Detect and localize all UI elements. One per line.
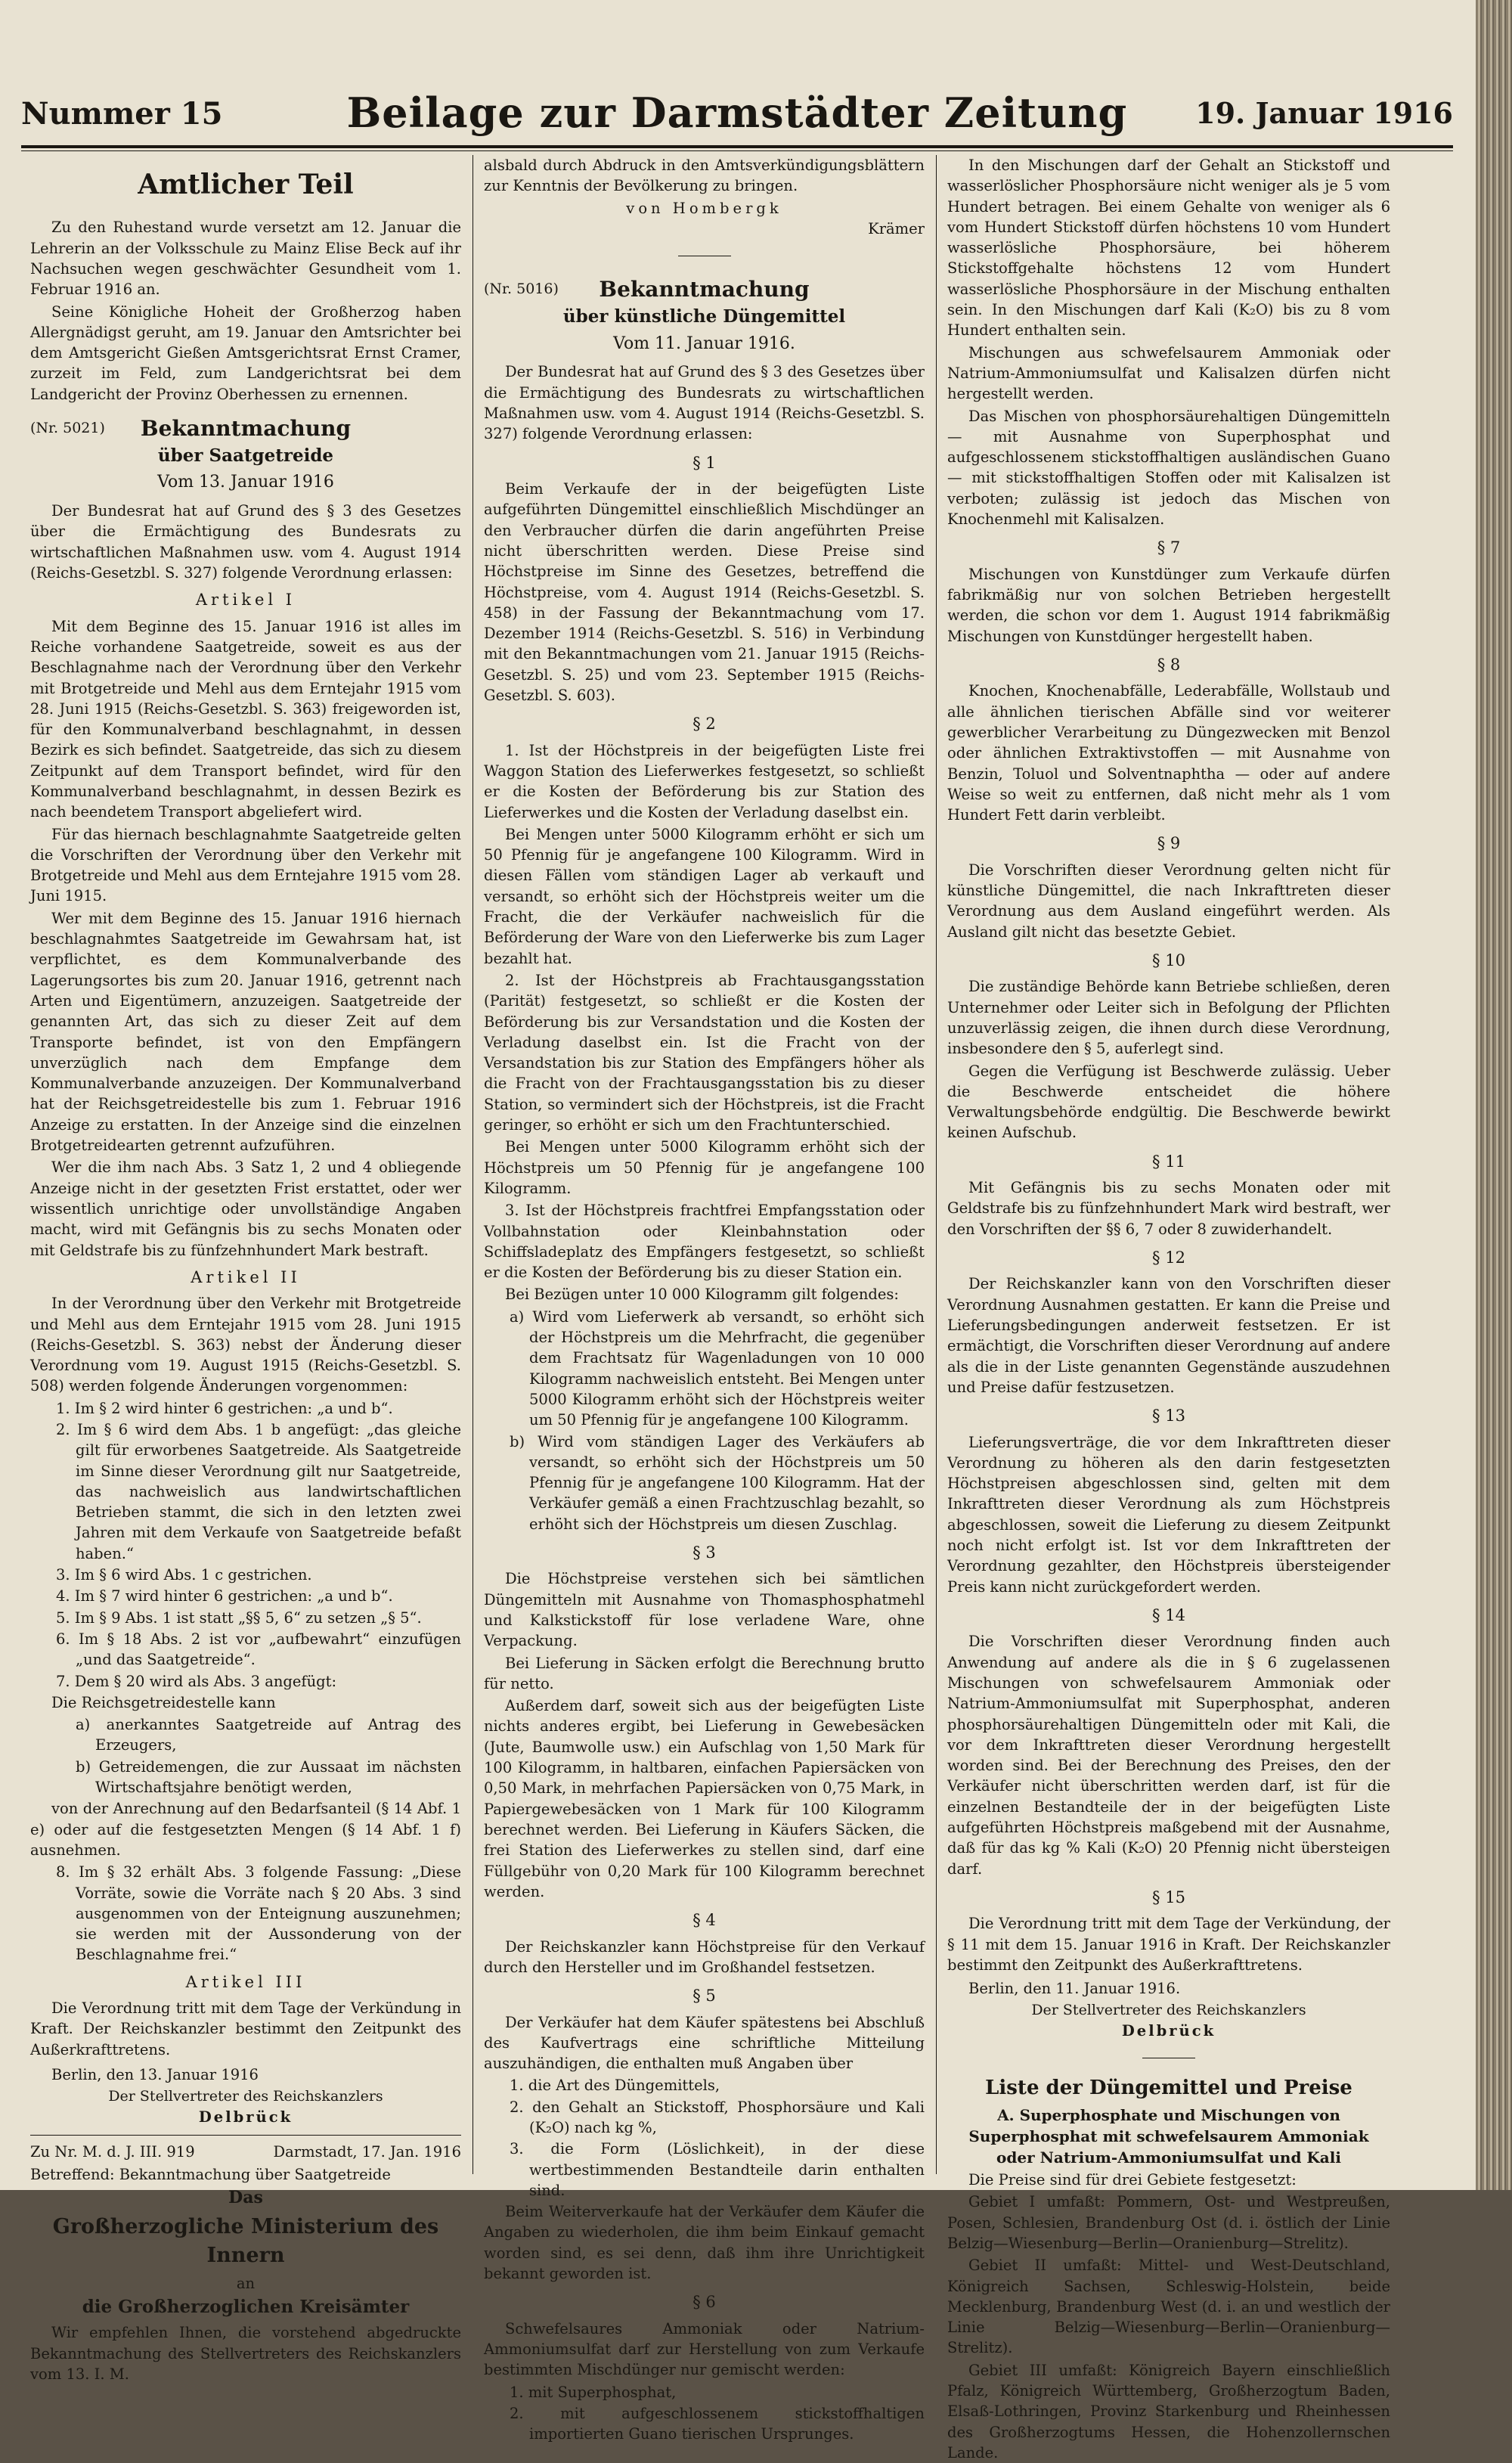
paragraph: Wir empfehlen Ihnen, die vorstehend abgedruckte Bekanntmachung des Stellvertreters des Reichskanzlers vom 13. I. M. <box>30 2324 461 2383</box>
section-number: § 6 <box>692 2293 716 2312</box>
region-1: Gebiet I umfaßt: Pommern, Ost- und Westpreußen, Posen, Schlesien, Brandenburg Ost (d. i. östlich der Linie Belzig—Wiesenburg—Berlin—Oranienburg—Strelitz). <box>947 2193 1390 2252</box>
paragraph: Beim Weiterverkaufe hat der Verkäufer dem Käufer die Angaben zu wiederholen, die ihm beim Einkauf gemacht worden sind, es sei denn, daß ihm ihre Unrichtigkeit bekannt geworden ist. <box>484 2203 925 2283</box>
column-2 <box>484 155 925 2443</box>
announcement-title: Bekanntmachung <box>599 277 810 302</box>
signature-name: Delbrück <box>198 2108 293 2126</box>
section-number: § 13 <box>1152 1407 1185 1425</box>
paragraph: Die Höchstpreise verstehen sich bei sämtlichen Düngemitteln mit Ausnahme von Thomasphosphatmehl und Kalkstickstoff für lose verladene Ware, ohne Verpackung. <box>484 1570 925 1650</box>
reference-number: Zu Nr. M. d. J. III. 919 <box>30 2143 195 2161</box>
divider <box>484 245 925 265</box>
sub-list <box>30 1714 461 1798</box>
column-1 <box>30 155 461 2383</box>
list-item: 6. Im § 18 Abs. 2 ist vor „aufbewahrt“ einzufügen „und das Saatgetreide“. <box>56 1630 461 1669</box>
article-heading: Artikel III <box>185 1972 306 1991</box>
amendment-list <box>30 1398 461 1692</box>
signature-name: Delbrück <box>1121 2022 1216 2040</box>
place-date: Berlin, den 11. Januar 1916. <box>968 1980 1181 1998</box>
section-number: § 2 <box>692 715 716 734</box>
paragraph: Die Verordnung tritt mit dem Tage der Verkündung in Kraft. Der Reichskanzler bestimmt den Zeitpunkt des Außerkrafttretens. <box>30 1999 461 2058</box>
paragraph: Bei Mengen unter 5000 Kilogramm erhöht er sich um 50 Pfennig für je angefangene 100 Kilogramm. Wird in diesen Fällen vom ständigen Lager ab verkauft und versandt, so erhöht sich der Höchstpreis weiter um die Fracht, die der Verkäufer nachweislich für die Beförderung der Ware von den Lieferwerke bis zum Lager bezahlt hat. <box>484 825 925 967</box>
section-number: § 9 <box>1157 834 1181 853</box>
paragraph: Bei Mengen unter 5000 Kilogramm erhöht sich der Höchstpreis um 50 Pfennig für je angefangene 100 Kilogramm. <box>484 1138 925 1197</box>
section-title: Amtlicher Teil <box>138 169 354 200</box>
list-item: 4. Im § 7 wird hinter 6 gestrichen: „a und b“. <box>56 1587 393 1605</box>
paragraph: Beim Verkaufe der in der beigefügten Liste aufgeführten Düngemittel einschließlich Mischdünger an den Verbraucher dürfen die darin angeführten Preise nicht überschritten werden. Diese Preise sind Höchstpreise im Sinne des Gesetzes, betreffend die Höchstpreise, vom 4. August 1914 (Reichs-Gesetzbl. S. 458) in der Fassung der Bekanntmachung vom 17. Dezember 1914 (Reichs-Gesetzbl. S. 516) in Verbindung mit den Bekanntmachungen vom 21. Januar 1915 (Reichs-Gesetzbl. S. 25) und vom 23. September 1915 (Reichs-Gesetzbl. S. 603). <box>484 480 925 705</box>
list-item: 2. Im § 6 wird dem Abs. 1 b angefügt: „das gleiche gilt für erworbenes Saatgetreide. Als Saatgetreide im Sinne dieser Verordnung gilt nur Saatgetreide, das nachweislich aus landwirtschaftlichen Betrieben stammt, die sich in den letzten zwei Jahren mit dem Verkaufe von Saatgetreide befaßt haben.“ <box>56 1421 461 1562</box>
divider <box>947 2047 1390 2067</box>
issue-number: Nummer 15 <box>21 96 223 132</box>
reference-date: Darmstadt, 17. Jan. 1916 <box>273 2143 461 2161</box>
announcement-date: Vom 11. Januar 1916. <box>613 333 795 353</box>
paragraph: Lieferungsverträge, die vor dem Inkrafttreten dieser Verordnung zu höheren als den darin festgesetzten Höchstpreisen abgeschlossen sind, gelten mit dem Inkrafttreten dieser Verordnung als zum Höchstpreis abgeschlossen, soweit die Lieferung zu diesem Zeitpunkt noch nicht erfolgt ist. Ist vor dem Inkrafttreten der Verordnung gezahlter, den Höchstpreis übersteigender Preis kann nicht zurückgefordert werden. <box>947 1433 1390 1596</box>
region-3: Gebiet III umfaßt: Königreich Bayern einschließlich Pfalz, Königreich Württemberg, Großherzogtum Baden, Elsaß-Lothringen, Provinz Starkenburg und Rheinhessen des Großherzogtums Hessen, die Hohenzollernschen Lande. <box>947 2361 1390 2461</box>
condition-list <box>484 1307 925 1534</box>
reference-subject: Betreffend: Bekanntmachung über Saatgetreide <box>30 2166 391 2184</box>
list-item: 3. Im § 6 wird Abs. 1 c gestrichen. <box>56 1566 312 1584</box>
paragraph: Gegen die Verfügung ist Beschwerde zulässig. Ueber die Beschwerde entscheidet die höhere Verwaltungsbehörde endgültig. Die Beschwerde bewirkt keinen Aufschub. <box>947 1062 1390 1142</box>
section-number: § 10 <box>1152 951 1185 969</box>
list-item: 1. mit Superphosphat, <box>510 2383 677 2401</box>
mixture-list <box>484 2382 925 2445</box>
list-item: 2. den Gehalt an Stickstoff, Phosphorsäure und Kali (K₂O) nach kg %, <box>510 2098 925 2136</box>
section-number: § 12 <box>1152 1249 1185 1267</box>
paragraph: Das Mischen von phosphorsäurehaltigen Düngemitteln — mit Ausnahme von Superphosphat und aufgeschlossenem stickstoffhaltigen ausländischen Guano — mit stickstoffhaltigen Stoffen oder mit Kalisalzen ist verboten; zulässig ist jedoch das Mischen von Knochenmehl mit Kalisalzen. <box>947 407 1390 529</box>
announcement-subtitle: über Saatgetreide <box>157 445 334 467</box>
announcement-heading <box>30 414 461 441</box>
paragraph: Die Reichsgetreidestelle kann <box>51 1693 276 1711</box>
list-item: b) Wird vom ständigen Lager des Verkäufers ab versandt, so erhöht sich der Höchstpreis um 50 Pfennig für je angefangene 100 Kilogramm. Hat der Verkäufer gemäß a einen Frachtzuschlag bezahlt, so erhöht sich der Höchstpreis um diesen Zuschlag. <box>510 1432 925 1533</box>
announcement-subtitle: über künstliche Düngemittel <box>562 306 846 327</box>
announcement-date: Vom 13. Januar 1916 <box>157 473 334 492</box>
column-3 <box>947 155 1390 2461</box>
section-number: § 1 <box>692 453 716 472</box>
list-item: 8. Im § 32 erhält Abs. 3 folgende Fassung: „Diese Vorräte, sowie die Vorräte nach § 20 Abs. 3 sind ausgenommen von der Enteignung auszunehmen; sie werden mit der Aussonderung von der Beschlagnahme frei.“ <box>56 1863 461 1964</box>
price-list-title: Liste der Düngemittel und Preise <box>985 2076 1352 2099</box>
paragraph: Der Verkäufer hat dem Käufer spätestens bei Abschluß des Kaufvertrags eine schriftliche Mitteilung auszuhändigen, die enthalten muß Angaben über <box>484 2013 925 2073</box>
column-divider <box>472 155 473 2174</box>
paragraph: Bei Bezügen unter 10 000 Kilogramm gilt folgendes: <box>505 1286 899 1304</box>
paragraph: 2. Ist der Höchstpreis ab Frachtausgangsstation (Parität) festgesetzt, so schließt er die Kosten der Beförderung bis zur Versandstation und die Kosten der Verladung daselbst ein. Ist die Fracht von der Versandstation bis zur Station des Empfängers höher als die Fracht von der Frachtausgangsstation bis zu dieser Station, so vermindert sich der Höchstpreis, ist die Fracht geringer, so erhöht er sich um den Frachtunterschied. <box>484 971 925 1134</box>
announcement-heading <box>484 275 925 302</box>
masthead-rule-thick <box>21 145 1453 148</box>
section-number: § 15 <box>1152 1888 1185 1906</box>
paragraph: Außerdem darf, soweit sich aus der beigefügten Liste nichts anderes ergibt, bei Lieferung in Gewebesäcken (Jute, Baumwolle usw.) ein Aufschlag von 1,50 Mark für 100 Kilogramm, in haltbaren, einfachen Papiersäcken von 0,50 Mark, in mehrfachen Papiersäcken von 0,75 Mark, in Papiergewebesäcken von 1 Mark für 100 Kilogramm berechnet werden. Bei Lieferung in Käufers Säcken, die frei Station des Lieferwerkes zu stellen sind, darf eine Füllgebühr von 0,20 Mark für 100 Kilogramm berechnet werden. <box>484 1697 925 1900</box>
paragraph: Wer mit dem Beginne des 15. Januar 1916 hiernach beschlagnahmtes Saatgetreide im Gewahrsam hat, ist verpflichtet, es dem Kommunalverbande des Lagerungsortes bis zum 20. Januar 1916, getrennt nach Arten und Eigentümern, anzuzeigen. Saatgetreide der genannten Art, das sich zu dieser Zeit auf dem Transporte befindet, ist von den Empfängern unverzüglich nach dem Empfange dem Kommunalverbande anzuzeigen. Der Kommunalverband hat der Reichsgetreidestelle bis zum 1. Februar 1916 Anzeige zu erstatten. In der Anzeige sind die einzelnen Brotgetreidearten getrennt aufzuführen. <box>30 909 461 1155</box>
list-item: b) Getreidemengen, die zur Aussaat im nächsten Wirtschaftsjahre benötigt werden, <box>76 1757 461 1797</box>
paragraph: Wer die ihm nach Abs. 3 Satz 1, 2 und 4 obliegende Anzeige nicht in der gesetzten Frist erstattet, oder wer wissentlich unrichtige oder unvollständige Angaben macht, wird mit Gefängnis bis zu sechs Monaten oder mit Geldstrafe bis zu fünfzehnhundert Mark bestraft. <box>30 1159 461 1259</box>
list-item: 1. die Art des Düngemittels, <box>510 2077 720 2095</box>
issue-date: 19. Januar 1916 <box>1195 96 1453 130</box>
article-heading: Artikel I <box>195 591 296 610</box>
place-date: Berlin, den 13. Januar 1916 <box>51 2066 259 2083</box>
paragraph: Mischungen von Kunstdünger zum Verkaufe dürfen fabrikmäßig nur von solchen Betrieben hergestellt werden, die schon vor dem 1. August 1914 fabrikmäßig Mischungen von Kunstdünger hergestellt haben. <box>947 565 1390 645</box>
paragraph: Die Preise sind für drei Gebiete festgesetzt: <box>968 2171 1297 2189</box>
article-heading: Artikel II <box>191 1267 301 1286</box>
section-number: § 3 <box>692 1543 716 1562</box>
paragraph: Der Bundesrat hat auf Grund des § 3 des Gesetzes über die Ermächtigung des Bundesrats zu wirtschaftlichen Maßnahmen usw. vom 4. August 1914 (Reichs-Gesetzbl. S. 327) folgende Verordnung erlassen: <box>484 363 925 443</box>
page-edge-stack <box>1476 0 1512 2190</box>
list-item: 2. mit aufgeschlossenem stickstoffhaltigen importierten Guano tierischen Ursprunges. <box>510 2404 925 2443</box>
price-list-section-a: A. Superphosphate und Mischungen von Superphosphat mit schwefelsaurem Ammoniak oder Natrium-Ammoniumsulfat und Kali <box>968 2106 1369 2167</box>
paragraph: Knochen, Knochenabfälle, Lederabfälle, Wollstaub und alle ähnlichen tierischen Abfälle sind vor weiterer gewerblicher Verarbeitung zu Düngezwecken mit Benzol oder ähnlichen Extraktivstoffen — mit Ausnahme von Benzin, Toluol und Solventnaphtha — oder auf andere Weise so weit zu entfernen, daß nicht mehr als 1 vom Hundert Fett darin verbleibt. <box>947 682 1390 824</box>
reference-an: an <box>236 2274 256 2292</box>
list-item: 7. Dem § 20 wird als Abs. 3 angefügt: <box>56 1672 337 1690</box>
list-item: a) anerkanntes Saatgetreide auf Antrag des Erzeugers, <box>76 1716 461 1754</box>
masthead <box>21 88 1453 140</box>
paragraph: Mit dem Beginne des 15. Januar 1916 ist alles im Reiche vorhandene Saatgetreide, soweit es aus der Beschlagnahme nach der Verordnung über den Verkehr mit Brotgetreide und Mehl aus dem Erntejahr 1915 vom 28. Juni 1915 (Reichs-Gesetzbl. S. 363) freigeworden ist, für den Kommunalverband beschlagnahmt, in dessen Bezirk es sich befindet. Saatgetreide, das sich zu diesem Zeitpunkt auf dem Transport befindet, wird für den Kommunalverband beschlagnahmt, in dessen Bezirk es nach beendetem Transport abgeliefert wird. <box>30 617 461 821</box>
section-number: § 5 <box>692 1987 716 2005</box>
newspaper-title: Beilage zur Darmstädter Zeitung <box>346 88 1128 137</box>
signature-title: Der Stellvertreter des Reichskanzlers <box>108 2088 383 2105</box>
section-number: § 4 <box>692 1911 716 1930</box>
paragraph: Mischungen aus schwefelsaurem Ammoniak oder Natrium-Ammoniumsulfat und Kalisalzen dürfen nicht hergestellt werden. <box>947 343 1390 403</box>
paragraph: Der Reichskanzler kann Höchstpreise für den Verkauf durch den Hersteller und im Großhandel festsetzen. <box>484 1937 925 1976</box>
announcement-number: (Nr. 5021) <box>30 420 105 437</box>
masthead-rule-thin <box>21 150 1453 151</box>
signature-name: von Hombergk <box>626 199 782 217</box>
section-number: § 14 <box>1152 1605 1185 1624</box>
reference-das: Das <box>228 2188 263 2208</box>
paragraph: Die Vorschriften dieser Verordnung finden auch Anwendung auf andere als die in § 6 zugelassenen Mischungen von schwefelsaurem Ammoniak oder Natrium-Ammoniumsulfat mit Superphosphat, anderen phosphorsäurehaltigen Düngemitteln oder mit Kali, die vor dem Inkrafttreten dieser Verordnung hergestellt worden sind. Bei der Berechnung des Preises, den der Verkäufer nicht überschritten werden darf, ist für die einzelnen Bestandteile der in der beigefügten Liste aufgeführten Höchstpreis maßgebend mit der Ausnahme, daß für das kg % Kali (K₂O) 20 Pfennig nicht übersteigen darf. <box>947 1633 1390 1878</box>
signature-title: Der Stellvertreter des Reichskanzlers <box>1031 2002 1306 2019</box>
paragraph: In der Verordnung über den Verkehr mit Brotgetreide und Mehl aus dem Erntejahr 1915 vom 28. Juni 1915 (Reichs-Gesetzbl. S. 363) nebst der Änderung dieser Verordnung vom 19. August 1915 (Reichs-Gesetzbl. S. 508) werden folgende Änderungen vorgenommen: <box>30 1295 461 1395</box>
paragraph: Die Vorschriften dieser Verordnung gelten nicht für künstliche Düngemittel, die nach Inkrafttreten dieser Verordnung aus dem Ausland eingeführt werden. Als Ausland gilt nicht das besetzte Gebiet. <box>947 861 1390 941</box>
divider <box>30 2135 461 2136</box>
paragraph: Die Verordnung tritt mit dem Tage der Verkündung, der § 11 mit dem 15. Januar 1916 in Kraft. Der Reichskanzler bestimmt den Zeitpunkt des Außerkrafttretens. <box>947 1915 1390 1974</box>
paragraph: Der Reichskanzler kann von den Vorschriften dieser Verordnung Ausnahmen gestatten. Er kann die Preise und Lieferungsbedingungen anderweit festsetzen. Er ist ermächtigt, die Vorschriften dieser Verordnung auf andere als die in der Liste genannten Gegenstände auszudehnen und Preise dafür festzusetzen. <box>947 1275 1390 1396</box>
list-item: a) Wird vom Lieferwerk ab versandt, so erhöht sich der Höchstpreis um die Mehrfracht, die gegenüber dem Frachtsatz für Wagenladungen von 10 000 Kilogramm nachweislich entsteht. Bei Mengen unter 5000 Kilogramm erhöht sich der Höchstpreis weiter um 50 Pfennig für je angefangene 100 Kilogramm. <box>510 1307 925 1429</box>
recipient: die Großherzoglichen Kreisämter <box>82 2297 410 2318</box>
requirement-list <box>484 2075 925 2201</box>
paragraph: Bei Lieferung in Säcken erfolgt die Berechnung brutto für netto. <box>484 1654 925 1692</box>
paragraph: von der Anrechnung auf den Bedarfsanteil (§ 14 Abf. 1 e) oder auf die festgesetzten Mengen (§ 14 Abf. 1 f) ausnehmen. <box>30 1800 461 1859</box>
amendment-list <box>30 1862 461 1965</box>
section-number: § 8 <box>1157 655 1181 674</box>
paragraph: Der Bundesrat hat auf Grund des § 3 des Gesetzes über die Ermächtigung des Bundesrats zu wirtschaftlichen Maßnahmen usw. vom 4. August 1914 (Reichs-Gesetzbl. S. 327) folgende Verordnung erlassen: <box>30 502 461 582</box>
section-number: § 11 <box>1152 1152 1185 1171</box>
paragraph: Für das hiernach beschlagnahmte Saatgetreide gelten die Vorschriften der Verordnung über den Verkehr mit Brotgetreide und Mehl aus dem Erntejahre 1915 vom 28. Juni 1915. <box>30 825 461 905</box>
section-number: § 7 <box>1157 538 1181 557</box>
paragraph: In den Mischungen darf der Gehalt an Stickstoff und wasserlöslicher Phosphorsäure nicht weniger als je 5 vom Hundert betragen. Bei einem Gehalte von weniger als 6 vom Hundert Stickstoff dürfen höchstens 10 vom Hundert wasserlösliche Phosphorsäure, bei höherem Stickstoffgehalte höchstens 12 vom Hundert wasserlösliche Phosphorsäure in der Mischung enthalten sein. In den Mischungen darf Kali (K₂O) bis zu 8 vom Hundert enthalten sein. <box>947 157 1390 340</box>
list-item: 5. Im § 9 Abs. 1 ist statt „§§ 5, 6“ zu setzen „§ 5“. <box>56 1608 422 1627</box>
paragraph: 3. Ist der Höchstpreis frachtfrei Empfangsstation oder Vollbahnstation oder Kleinbahnstation oder Schiffsladeplatz des Empfängers festgesetzt, so schließt er die Kosten der Beförderung bis zu dieser Station ein. <box>484 1202 925 1282</box>
signature-name: Krämer <box>868 219 925 237</box>
column-divider <box>936 155 937 2174</box>
paragraph: alsbald durch Abdruck in den Amtsverkündigungsblättern zur Kenntnis der Bevölkerung zu bringen. <box>484 157 925 195</box>
list-item: 3. die Form (Löslichkeit), in der diese wertbestimmenden Bestandteile darin enthalten sind. <box>510 2140 925 2199</box>
paragraph: 1. Ist der Höchstpreis in der beigefügten Liste frei Waggon Station des Lieferwerkes festgesetzt, so schließt er die Kosten der Beförderung bis zur Station des Lieferwerkes und die Kosten der Verladung daselbst ein. <box>484 741 925 821</box>
paragraph: Schwefelsaures Ammoniak oder Natrium-Ammoniumsulfat darf zur Herstellung von zum Verkaufe bestimmten Mischdünger nur gemischt werden: <box>484 2319 925 2379</box>
list-item: 1. Im § 2 wird hinter 6 gestrichen: „a und b“. <box>56 1399 393 1417</box>
paragraph: Die zuständige Behörde kann Betriebe schließen, deren Unternehmer oder Leiter sich in Befolgung der Pflichten unzuverlässig zeigen, die ihnen durch diese Verordnung, insbesondere den § 5, auferlegt sind. <box>947 978 1390 1058</box>
notice-paragraph: Zu den Ruhestand wurde versetzt am 12. Januar die Lehrerin an der Volksschule zu Mainz Elise Beck auf ihr Nachsuchen wegen geschwächter Gesundheit vom 1. Februar 1916 an. <box>30 219 461 299</box>
ministry-name: Großherzogliche Ministerium des Innern <box>52 2215 439 2268</box>
region-2: Gebiet II umfaßt: Mittel- und West-Deutschland, Königreich Sachsen, Schleswig-Holstein, beide Mecklenburg, Brandenburg West (d. i. an und westlich der Linie Belzig—Wiesenburg—Berlin—Oranienburg—Strelitz). <box>947 2257 1390 2357</box>
reference-row <box>30 2142 461 2164</box>
announcement-title: Bekanntmachung <box>140 416 352 442</box>
region-list <box>947 2170 1390 2463</box>
notice-paragraph: Seine Königliche Hoheit der Großherzog haben Allergnädigst geruht, am 19. Januar den Amtsrichter bei dem Amtsgericht Gießen Amtsgerichtsrat Ernst Cramer, zurzeit im Feld, zum Landgerichtsrat bei dem Landgericht der Provinz Oberhessen zu ernennen. <box>30 302 461 403</box>
paragraph: Mit Gefängnis bis zu sechs Monaten oder mit Geldstrafe bis zu fünfzehnhundert Mark wird bestraft, wer den Vorschriften der §§ 6, 7 oder 8 zuwiderhandelt. <box>947 1179 1390 1238</box>
announcement-number: (Nr. 5016) <box>484 281 559 298</box>
